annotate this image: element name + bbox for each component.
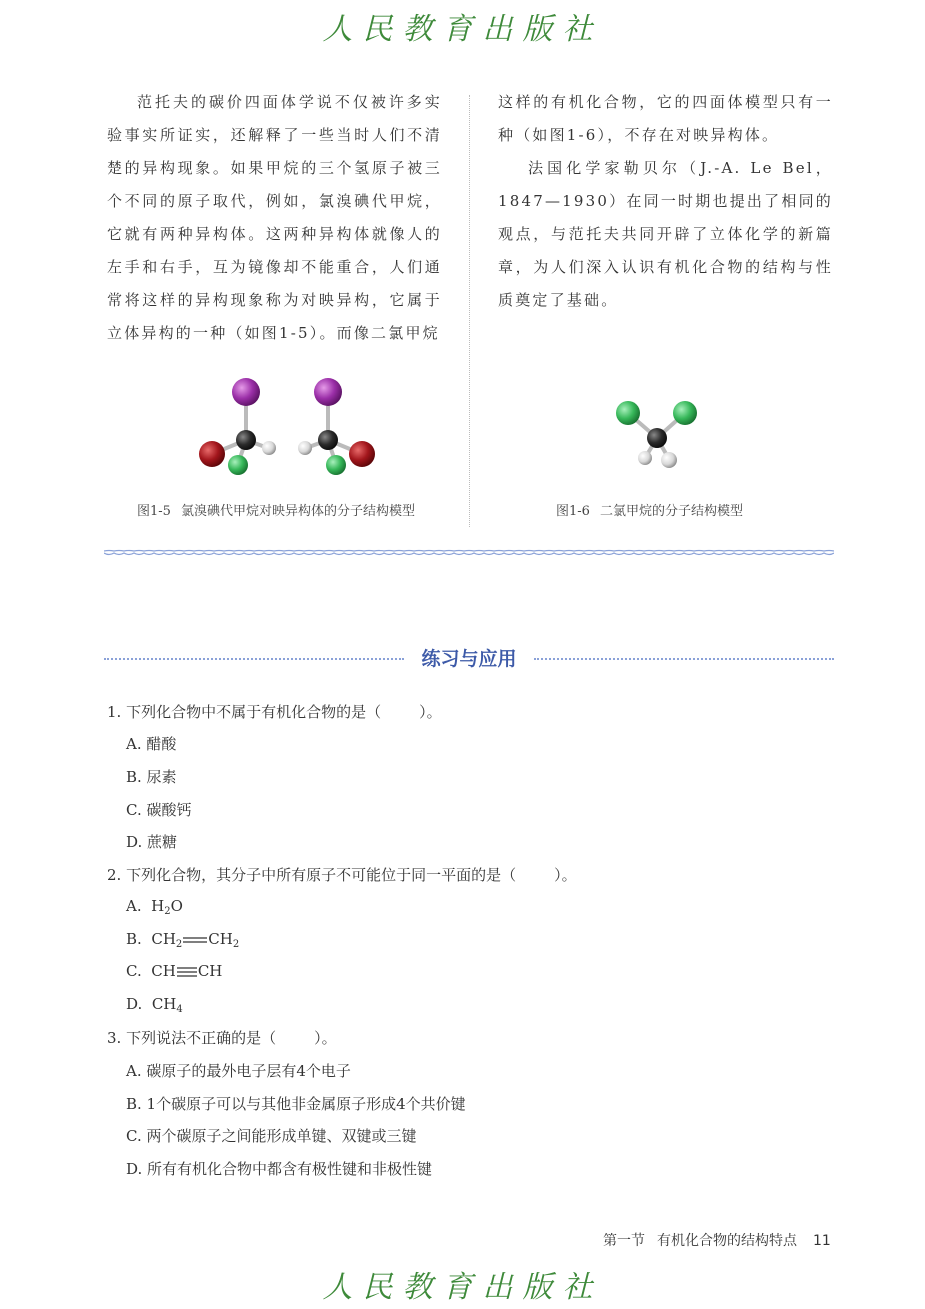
footer-title: 有机化合物的结构特点: [657, 1233, 797, 1249]
double-bond-icon: [182, 935, 208, 945]
q1-option-d: D. 蔗糖: [126, 833, 178, 851]
enantiomer-left: [199, 378, 276, 475]
carbon-atom-icon: [236, 430, 256, 450]
figure-1-5-molecules: [190, 368, 390, 483]
q2-option-a: A. $H_2O$: [126, 897, 183, 917]
publisher-logo-bottom: 人民教育出版社: [322, 1270, 603, 1305]
question-2: 2. 下列化合物，其分子中所有原子不可能位于同一平面的是（ ）。: [107, 866, 577, 884]
chlorine-atom-icon: [326, 455, 346, 475]
q3-option-a: A. 碳原子的最外电子层有4个电子: [126, 1062, 351, 1080]
wavy-divider: [104, 545, 834, 561]
q2-option-d: D. $CH_4$: [126, 995, 183, 1015]
chlorine-atom-icon: [673, 401, 697, 425]
triple-bond-icon: [176, 966, 198, 978]
hydrogen-atom-icon: [661, 452, 677, 468]
carbon-atom-icon: [318, 430, 338, 450]
hydrogen-atom-icon: [638, 451, 652, 465]
q3-option-c: C. 两个碳原子之间能形成单键、双键或三键: [126, 1127, 417, 1145]
page-footer: [603, 1230, 831, 1250]
question-3: 3. 下列说法不正确的是（ ）。: [107, 1029, 337, 1047]
left-column: [107, 86, 442, 350]
iodine-atom-icon: [314, 378, 342, 406]
right-column: [498, 86, 833, 317]
column-divider: [469, 95, 470, 527]
dotted-rule-left: [104, 658, 404, 660]
paragraph: 这样的有机化合物，它的四面体模型只有一种（如图1-6），不存在对映异构体。: [498, 93, 833, 144]
footer-section: 第一节: [603, 1233, 645, 1249]
q2-option-b: B. $CH_2$ $CH_2$: [126, 930, 240, 950]
exercise-title: 练习与应用: [421, 648, 517, 670]
paragraph: 范托夫的碳价四面体学说不仅被许多实验事实所证实，还解释了一些当时人们不清楚的异构现象。如果甲烷的三个氢原子被三个不同的原子取代，例如，氯溴碘代甲烷，它就有两种异构体。这两种异构体就像人的左手和右手，互为镜像却不能重合，人们通常将这样的异构现象称为对映异构，它属于立体异构的一种（如图1-5）。而像二氯甲烷: [107, 93, 442, 342]
q1-option-c: C. 碳酸钙: [126, 801, 192, 819]
enantiomer-right: [298, 378, 375, 475]
dotted-rule-right: [534, 658, 834, 660]
q3-option-b: B. 1个碳原子可以与其他非金属原子形成4个共价键: [126, 1095, 466, 1113]
hydrogen-atom-icon: [262, 441, 276, 455]
figure-1-6-molecule: [605, 395, 715, 475]
chlorine-atom-icon: [616, 401, 640, 425]
q1-option-b: B. 尿素: [126, 768, 177, 786]
q2-option-c: C. CH CH: [126, 962, 223, 980]
carbon-atom-icon: [647, 428, 667, 448]
q1-option-a: A. 醋酸: [126, 735, 177, 753]
exercise-header: [104, 644, 834, 674]
paragraph: 法国化学家勒贝尔（J.-A. Le Bel，1847—1930）在同一时期也提出了相同的观点，与范托夫共同开辟了立体化学的新篇章，为人们深入认识有机化合物的结构与性质奠定了基础。: [498, 159, 833, 309]
bromine-atom-icon: [349, 441, 375, 467]
publisher-logo-top: 人民教育出版社: [322, 12, 603, 47]
figure-1-5-caption: 图1-5 氯溴碘代甲烷对映异构体的分子结构模型: [137, 504, 415, 519]
q3-option-d: D. 所有有机化合物中都含有极性键和非极性键: [126, 1160, 433, 1178]
iodine-atom-icon: [232, 378, 260, 406]
question-1: 1. 下列化合物中不属于有机化合物的是（ ）。: [107, 703, 442, 721]
figure-1-6-caption: 图1-6 二氯甲烷的分子结构模型: [556, 504, 743, 519]
hydrogen-atom-icon: [298, 441, 312, 455]
page-number: 11: [813, 1233, 831, 1249]
bromine-atom-icon: [199, 441, 225, 467]
chlorine-atom-icon: [228, 455, 248, 475]
